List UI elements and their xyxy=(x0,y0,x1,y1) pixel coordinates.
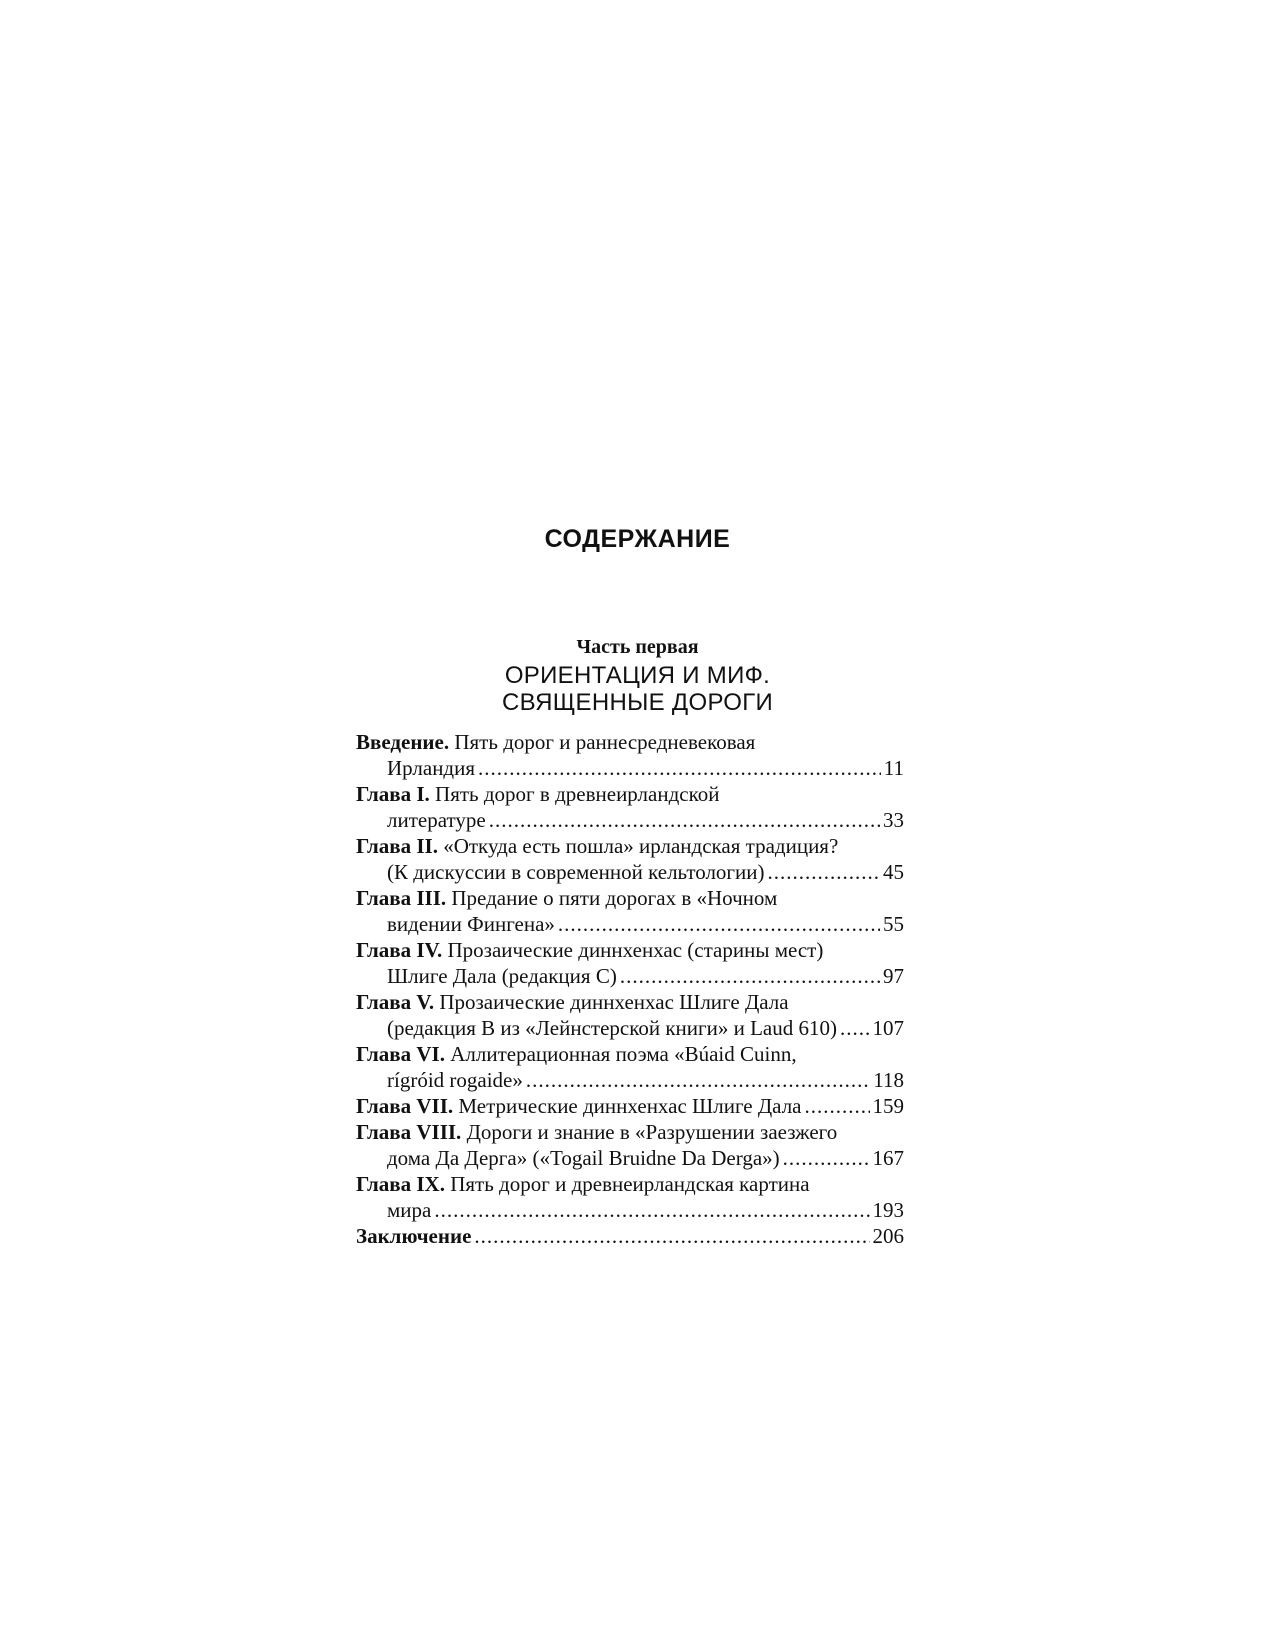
dot-leader xyxy=(783,1145,870,1171)
toc-entry-title-cont: rígróid rogaide» xyxy=(387,1068,523,1092)
toc-entry-page: 107 xyxy=(872,1016,904,1040)
toc-entry[interactable] xyxy=(356,989,904,1041)
toc-entry-page: 55 xyxy=(883,912,904,936)
toc-entry-page: 97 xyxy=(883,964,904,988)
toc-entry-page: 159 xyxy=(872,1094,904,1118)
dot-leader xyxy=(768,859,880,885)
toc-entry-label: Глава VII. xyxy=(356,1094,454,1118)
toc-entry-title-cont: дома Да Дерга» («Togail Bruidne Da Derga») xyxy=(387,1146,780,1170)
toc-entry-title-cont: литературе xyxy=(387,808,486,832)
dot-leader xyxy=(840,1015,870,1041)
toc-entry-title: Пять дорог в древнеирландской xyxy=(435,782,720,806)
toc-entry-title-cont: (редакция В из «Лейнстерской книги» и Laud 610) xyxy=(387,1016,837,1040)
toc-entry[interactable] xyxy=(356,781,904,833)
toc-entry-title: Предание о пяти дорогах в «Ночном xyxy=(451,886,778,910)
toc-entry-title-cont: видении Фингена» xyxy=(387,912,555,936)
toc-entry-page: 167 xyxy=(872,1146,904,1170)
toc-entry-title-cont: мира xyxy=(387,1198,432,1222)
toc-entry-label: Глава IV. xyxy=(356,938,443,962)
dot-leader xyxy=(489,807,880,833)
toc-entry-title: Аллитерационная поэма «Búaid Cuinn, xyxy=(450,1042,797,1066)
dot-leader xyxy=(526,1067,870,1093)
toc-entry-title: Прозаические диннхенхас Шлиге Дала xyxy=(439,990,789,1014)
toc-entry-title: Прозаические диннхенхас (старины мест) xyxy=(447,938,824,962)
toc-entry[interactable] xyxy=(356,1223,904,1249)
part-label: Часть первая xyxy=(576,636,699,658)
toc-entry-label: Глава IX. xyxy=(356,1172,445,1196)
toc-entry[interactable] xyxy=(356,729,904,781)
toc-entry-label: Глава III. xyxy=(356,886,447,910)
dot-leader xyxy=(558,911,880,937)
toc-entry-label: Глава V. xyxy=(356,990,435,1014)
dot-leader xyxy=(805,1093,870,1119)
toc-entry-page: 11 xyxy=(883,756,904,780)
toc-entry-page: 118 xyxy=(873,1068,904,1092)
dot-leader xyxy=(434,1197,869,1223)
toc-entry[interactable] xyxy=(356,1119,904,1171)
part-heading-line: ОРИЕНТАЦИЯ И МИФ. xyxy=(504,662,771,689)
toc-entry-title: Дороги и знание в «Разрушении заезжего xyxy=(466,1120,838,1144)
toc-entry[interactable] xyxy=(356,1093,904,1119)
toc-entry-label: Глава I. xyxy=(356,782,430,806)
part-heading xyxy=(0,662,1275,716)
toc-entry-title-cont: (К дискуссии в современной кельтологии) xyxy=(387,860,765,884)
part-heading-line: СВЯЩЕННЫЕ ДОРОГИ xyxy=(501,689,774,716)
toc-entry[interactable] xyxy=(356,1041,904,1093)
dot-leader xyxy=(620,963,880,989)
toc-entry[interactable] xyxy=(356,833,904,885)
toc-entry-title: Пять дорог и древнеирландская картина xyxy=(450,1172,810,1196)
toc-entry-label: Глава VIII. xyxy=(356,1120,462,1144)
toc-entry-page: 206 xyxy=(872,1224,904,1248)
table-of-contents xyxy=(356,729,904,1249)
page-title: СОДЕРЖАНИЕ xyxy=(544,525,731,553)
toc-entry-page: 45 xyxy=(883,860,904,884)
toc-entry[interactable] xyxy=(356,885,904,937)
toc-entry-title: Метрические диннхенхас Шлиге Дала xyxy=(458,1094,802,1118)
toc-entry-label: Глава VI. xyxy=(356,1042,445,1066)
toc-entry-title-cont: Ирландия xyxy=(387,756,476,780)
toc-entry[interactable] xyxy=(356,937,904,989)
toc-entry-page: 193 xyxy=(872,1198,904,1222)
toc-entry-page: 33 xyxy=(883,808,904,832)
toc-entry-title: Пять дорог и раннесредневековая xyxy=(454,730,756,754)
toc-entry-label: Глава II. xyxy=(356,834,438,858)
dot-leader xyxy=(474,1223,869,1249)
toc-entry[interactable] xyxy=(356,1171,904,1223)
toc-entry-title: «Откуда есть пошла» ирландская традиция? xyxy=(443,834,839,858)
toc-entry-label: Заключение xyxy=(356,1224,472,1248)
toc-entry-label: Введение. xyxy=(356,730,450,754)
toc-entry-title-cont: Шлиге Дала (редакция С) xyxy=(387,964,617,988)
dot-leader xyxy=(478,755,881,781)
